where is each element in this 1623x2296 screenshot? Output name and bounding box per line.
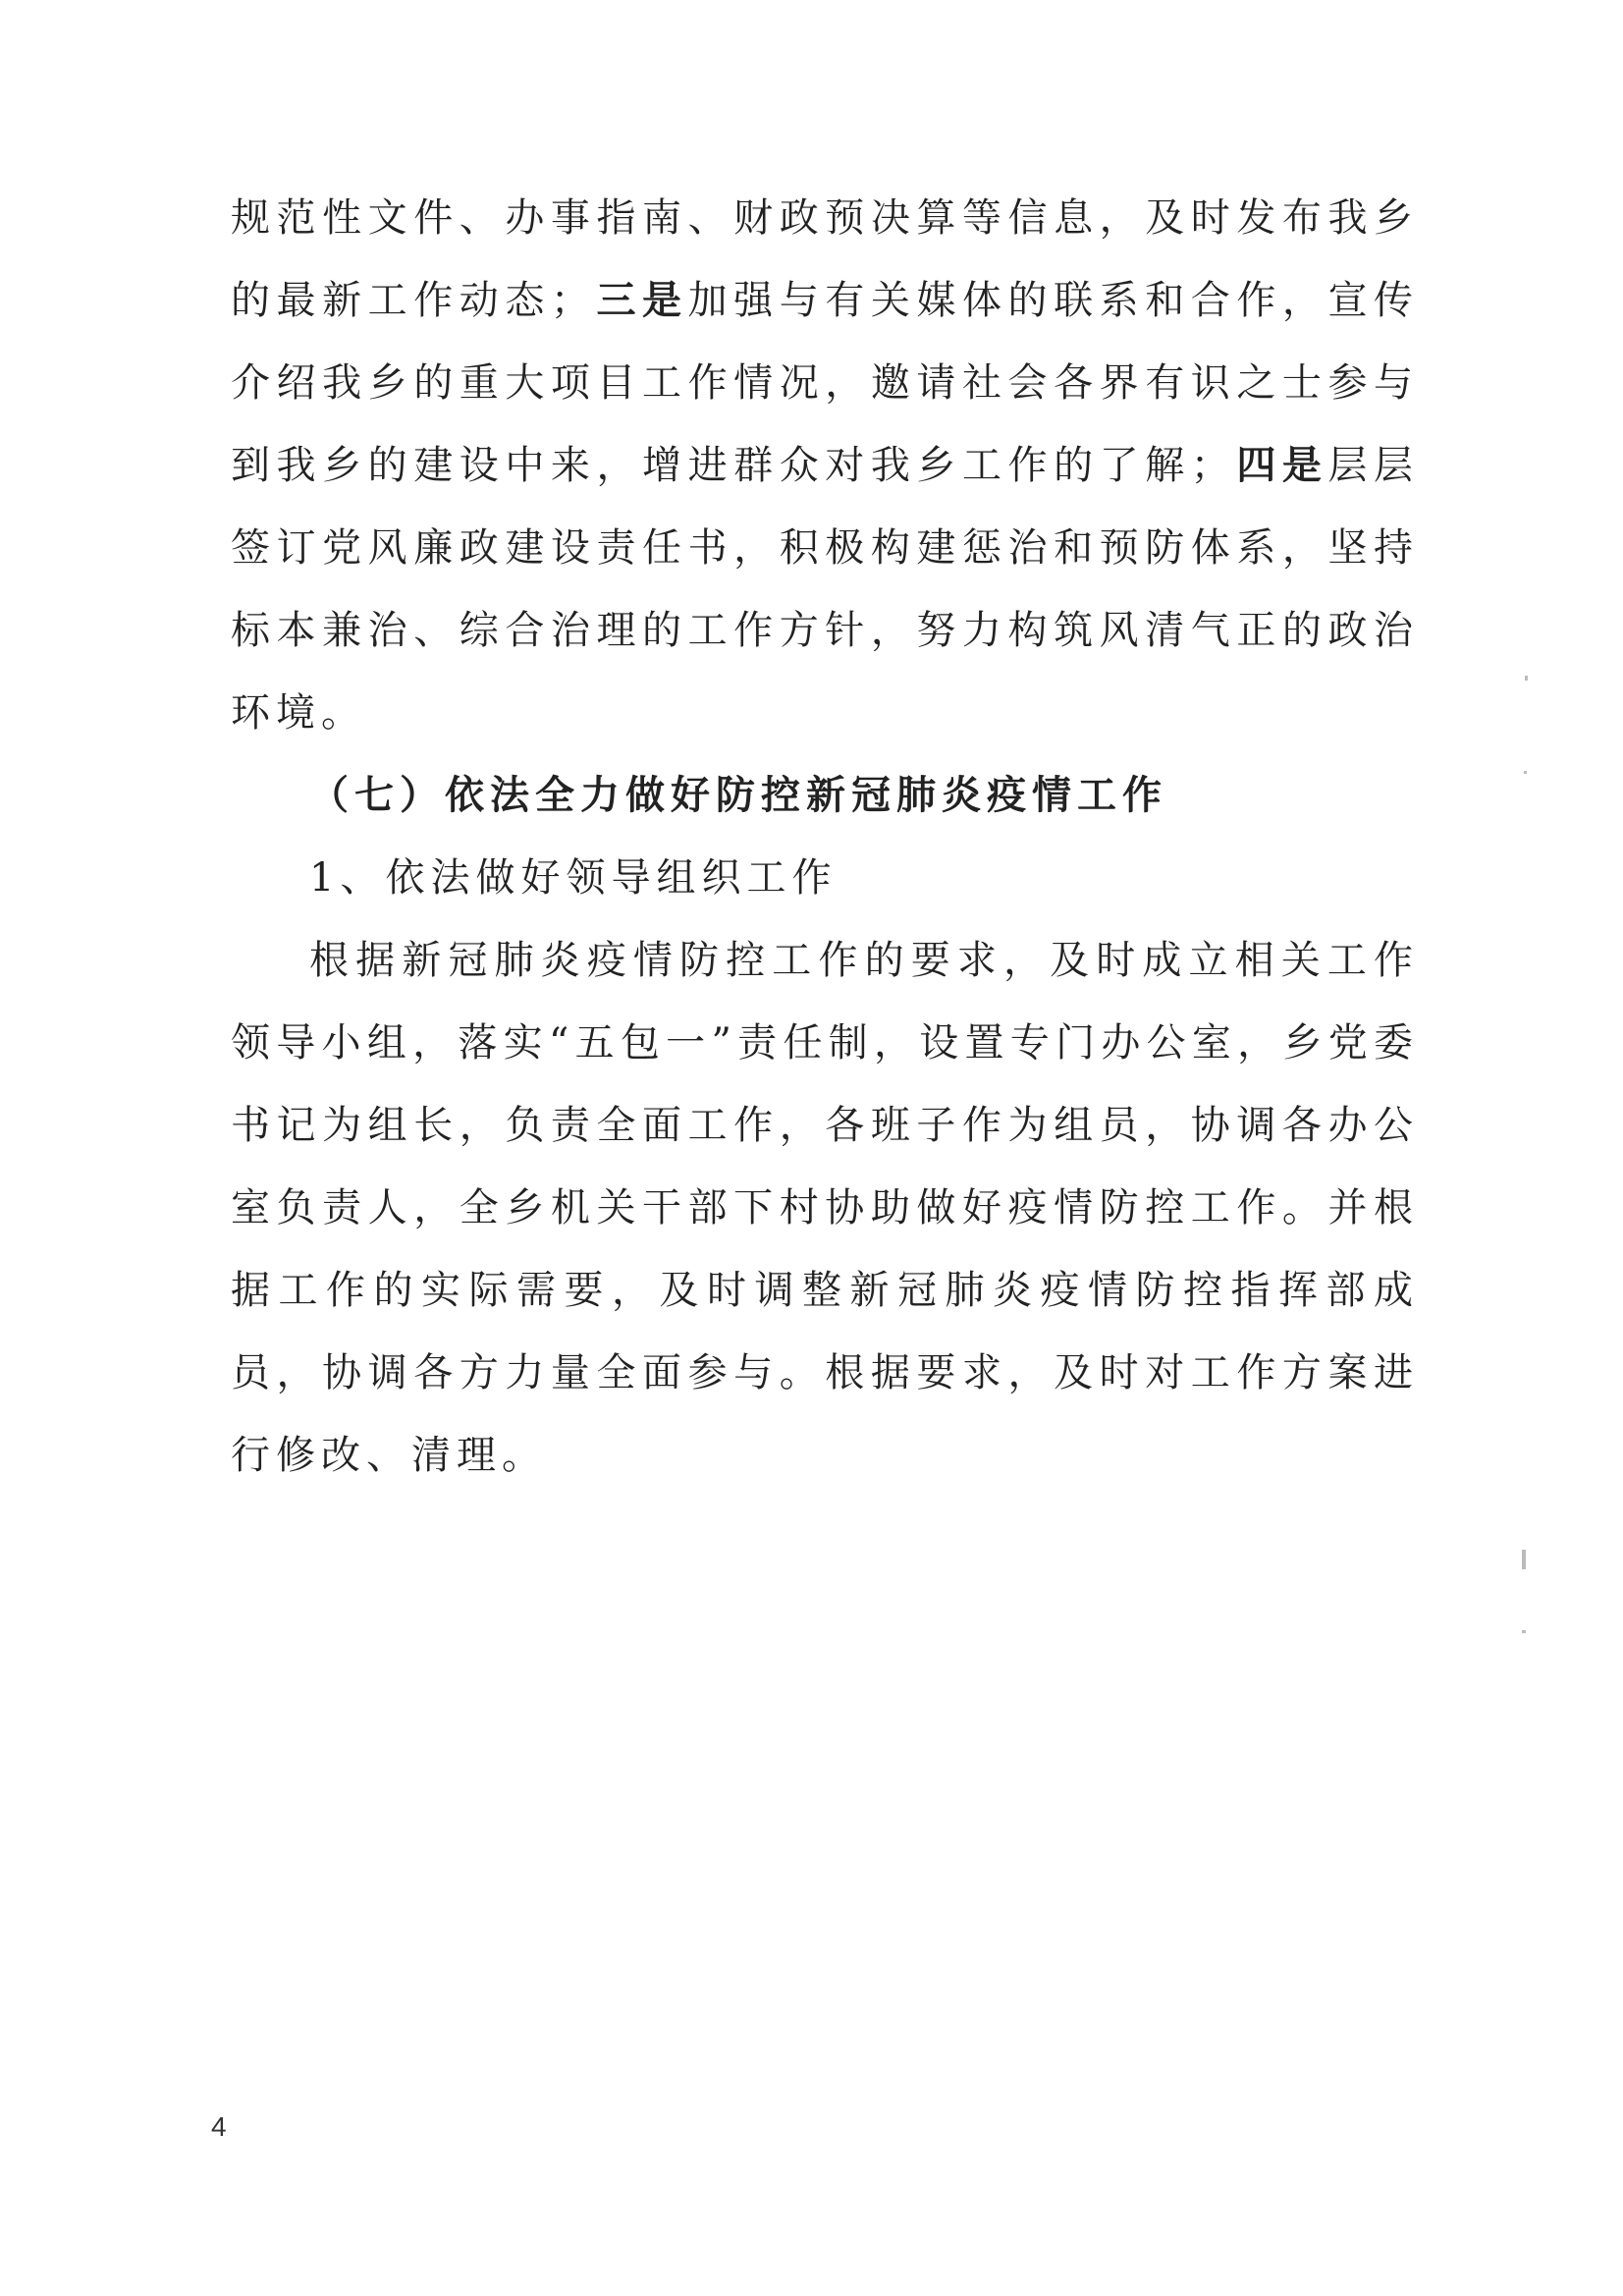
continuation-part-c: 层层签订党风廉政建设责任书，积极构建惩治和预防体系，坚持标本兼治、综合治理的工作方针，努力构筑风清气正的政治环境。 xyxy=(231,443,1420,736)
marker-four: 四是 xyxy=(1235,442,1328,488)
sub-1-heading: 1、依法做好领导组织工作 xyxy=(309,855,838,901)
paragraph-continuation xyxy=(231,177,1419,754)
continuation-part-b: 加强与有关媒体的联系和合作，宣传介绍我乡的重大项目工作情况，邀请社会各界有识之士参与到我乡的建设中来，增进群众对我乡工作的了解； xyxy=(231,278,1420,488)
scan-mark xyxy=(1525,676,1528,681)
page-number: 4 xyxy=(211,2111,227,2142)
section-7-heading: （七）依法全力做好防控新冠肺炎疫情工作 xyxy=(309,772,1167,818)
body-text xyxy=(231,177,1419,1497)
scan-mark xyxy=(1522,1630,1526,1633)
marker-three: 三是 xyxy=(595,277,688,323)
sub-1-paragraph: 根据新冠肺炎疫情防控工作的要求，及时成立相关工作领导小组，落实“五包一”责任制，设置专门办公室，乡党委书记为组长，负责全面工作，各班子作为组员，协调各办公室负责人，全乡机关干部下村协助做好疫情防控工作。并根据工作的实际需要，及时调整新冠肺炎疫情防控指挥部成员，协调各方力量全面参与。根据要求，及时对工作方案进行修改、清理。 xyxy=(231,938,1419,1478)
scan-mark xyxy=(1522,1550,1526,1569)
continuation-part-a: 规范性文件、办事指南、财政预决算等信息，及时发布我乡的最新工作动态； xyxy=(231,195,1419,323)
scan-mark xyxy=(1524,771,1527,774)
